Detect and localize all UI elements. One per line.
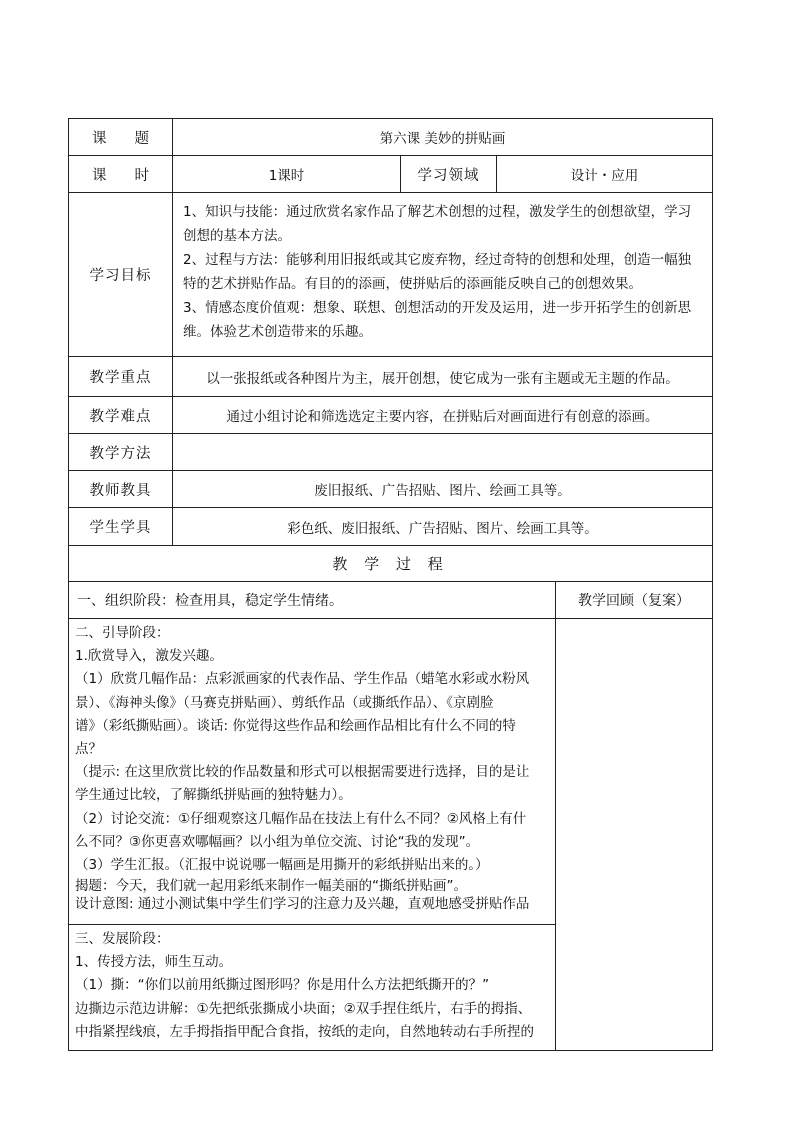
difficulty-label: 教学难点 (69, 397, 173, 434)
student-tools-label: 学生学具 (69, 508, 173, 546)
stage2-line: （3）学生汇报。（汇报中说说哪一幅画是用撕开的彩纸拼贴出来的。） (75, 857, 489, 874)
learning-domain-label: 学习领域 (401, 156, 497, 193)
goals-line: 2、过程与方法：能够利用旧报纸或其它废弃物，经过奇特的创想和处理，创造一幅独 (183, 252, 692, 268)
goals-line: 维。体验艺术创造带来的乐趣。 (183, 324, 372, 340)
stage2-content (69, 619, 556, 925)
stage3-content (69, 925, 556, 1051)
method-value (173, 434, 713, 471)
key-point-row (69, 357, 713, 397)
class-time-value: 1课时 (173, 156, 401, 193)
stage2-line: 点？ (75, 741, 102, 758)
stage2-line: 揭题：今天，我们就一起用彩纸来制作一幅美丽的“撕纸拼贴画”。 (75, 878, 467, 895)
student-tools-value: 彩色纸、废旧报纸、广告招贴、图片、绘画工具等。 (173, 508, 713, 546)
teacher-tools-label: 教师教具 (69, 471, 173, 508)
goals-line: 特的艺术拼贴作品。有目的的添画，使拼贴后的添画能反映自己的创想效果。 (183, 276, 642, 292)
goals-line: 创想的基本方法。 (183, 228, 291, 244)
goals-row (69, 193, 713, 357)
stage2-line: 二、引导阶段： (75, 625, 170, 641)
stage2-line: （1）欣赏几幅作品：点彩派画家的代表作品、学生作品（蜡笔水彩或水粉风 (75, 671, 530, 688)
stage2-line: 么不同？③你更喜欢哪幅画？以小组为单位交流、讨论“我的发现”。 (75, 833, 480, 850)
stage3-line: 三、发展阶段： (75, 931, 170, 947)
key-point-label: 教学重点 (69, 357, 173, 397)
stage1-text: 一、组织阶段：检查用具，稳定学生情绪。 (69, 582, 556, 619)
goals-content (173, 193, 713, 357)
stage1-row (69, 582, 713, 619)
lesson-plan-table (68, 118, 713, 1051)
stage2-line: （提示: 在这里欣赏比较的作品数量和形式可以根据需要进行选择，目的是让 (75, 764, 530, 781)
goals-label: 学习目标 (69, 193, 173, 357)
process-title: 教 学 过 程 (69, 546, 713, 582)
review-column (556, 619, 713, 1051)
stage2-row (69, 619, 713, 925)
stage3-line: 边撕边示范边讲解：①先把纸张撕成小块面；②双手捏住纸片，右手的拇指、 (75, 1000, 532, 1017)
stage2-line: 学生通过比较，了解撕纸拼贴画的独特魅力）。 (75, 787, 352, 804)
learning-domain-value: 设计・应用 (497, 156, 713, 193)
class-time-label: 课 时 (69, 156, 173, 193)
stage3-line: 1、传授方法，师生互动。 (75, 954, 233, 971)
process-title-row (69, 546, 713, 582)
stage2-line: 景）、《海神头像》（马赛克拼贴画）、剪纸作品（或撕纸作品）、《京剧脸 (75, 694, 494, 711)
teacher-tools-value: 废旧报纸、广告招贴、图片、绘画工具等。 (173, 471, 713, 508)
student-tools-row (69, 508, 713, 546)
method-label: 教学方法 (69, 434, 173, 471)
class-time-row (69, 156, 713, 193)
goals-line: 3、情感态度价值观：想象、联想、创想活动的开发及运用，进一步开拓学生的创新思 (183, 300, 692, 316)
stage2-line: 1.欣赏导入，激发兴趣。 (75, 648, 223, 665)
stage2-line: 谱》（彩纸撕贴画）。谈话: 你觉得这些作品和绘画作品相比有什么不同的特 (75, 717, 516, 734)
key-point-value: 以一张报纸或各种图片为主，展开创想，使它成为一张有主题或无主题的作品。 (173, 357, 713, 397)
topic-row (69, 119, 713, 156)
topic-value: 第六课 美妙的拼贴画 (173, 119, 713, 156)
difficulty-row (69, 397, 713, 434)
stage2-line: （2）讨论交流：①仔细观察这几幅作品在技法上有什么不同？②风格上有什 (75, 810, 527, 827)
topic-label: 课 题 (69, 119, 173, 156)
review-label: 教学回顾（复案） (556, 582, 713, 619)
method-row (69, 434, 713, 471)
stage2-line: 设计意图: 通过小测试集中学生们学习的注意力及兴趣，直观地感受拼贴作品 (75, 896, 530, 913)
stage3-line: 中指紧捏线痕，左手拇指指甲配合食指，按纸的走向，自然地转动右手所捏的 (75, 1023, 534, 1040)
teacher-tools-row (69, 471, 713, 508)
difficulty-value: 通过小组讨论和筛选选定主要内容，在拼贴后对画面进行有创意的添画。 (173, 397, 713, 434)
goals-line: 1、知识与技能：通过欣赏名家作品了解艺术创想的过程，激发学生的创想欲望，学习 (183, 204, 692, 220)
stage3-line: （1）撕：“你们以前用纸撕过图形吗？你是用什么方法把纸撕开的？” (75, 977, 490, 994)
